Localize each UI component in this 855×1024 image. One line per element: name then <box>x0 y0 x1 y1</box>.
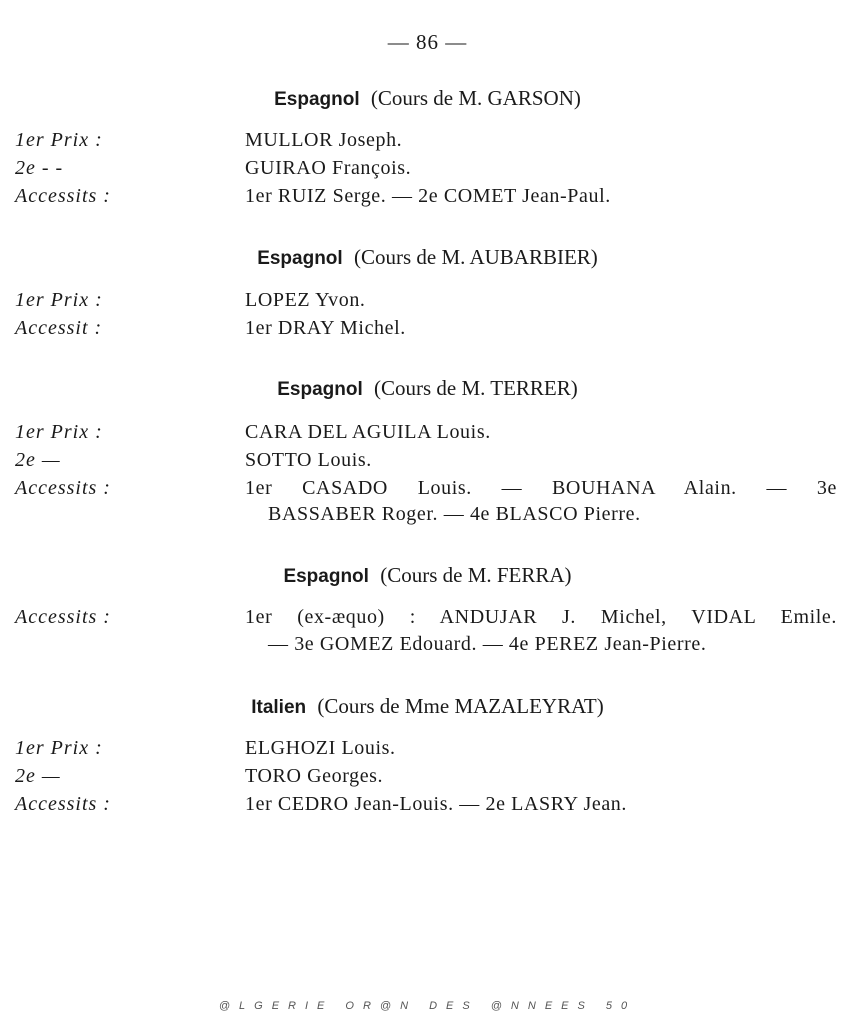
award-value: 1er CASADO Louis. — BOUHANA Alain. — 3e <box>245 477 837 499</box>
section-heading-mazaleyrat <box>0 694 855 719</box>
award-value: 1er RUIZ Serge. — 2e COMET Jean-Paul. <box>245 185 611 207</box>
award-label: Accessits : <box>15 477 111 499</box>
language-label: Italien <box>251 697 307 718</box>
award-row-continuation <box>0 503 855 531</box>
award-value: CARA DEL AGUILA Louis. <box>245 421 491 443</box>
course-label: (Cours de M. FERRA) <box>380 563 572 587</box>
award-row <box>0 793 855 821</box>
award-value: LOPEZ Yvon. <box>245 289 366 311</box>
award-label: 2e — <box>15 449 61 471</box>
award-row <box>0 185 855 213</box>
award-label: 2e — <box>15 765 61 787</box>
award-row <box>0 606 855 634</box>
section-heading-terrer <box>0 376 855 401</box>
award-row <box>0 737 855 765</box>
course-label: (Cours de M. TERRER) <box>373 376 578 400</box>
award-row <box>0 289 855 317</box>
language-label: Espagnol <box>257 248 343 269</box>
award-label: 2e - - <box>15 157 64 179</box>
course-label: (Cours de M. GARSON) <box>370 86 581 110</box>
award-row <box>0 157 855 185</box>
course-label: (Cours de Mme MAZALEYRAT) <box>317 694 604 718</box>
footer-watermark: @LGERIE OR@N DES @NNEES 50 <box>218 1000 637 1012</box>
award-label: 1er Prix : <box>15 129 103 151</box>
award-value: TORO Georges. <box>245 765 384 787</box>
award-label: Accessits : <box>15 793 111 815</box>
award-label: 1er Prix : <box>15 737 103 759</box>
award-value: 1er DRAY Michel. <box>245 317 406 339</box>
award-row <box>0 129 855 157</box>
award-value-continuation: — 3e GOMEZ Edouard. — 4e PEREZ Jean-Pierre. <box>268 633 707 655</box>
award-value-continuation: BASSABER Roger. — 4e BLASCO Pierre. <box>268 503 641 525</box>
award-row <box>0 477 855 505</box>
award-value: SOTTO Louis. <box>245 449 372 471</box>
award-value: MULLOR Joseph. <box>245 129 403 151</box>
award-label: Accessits : <box>15 185 111 207</box>
award-row-continuation <box>0 633 855 661</box>
award-row <box>0 449 855 477</box>
award-label: 1er Prix : <box>15 421 103 443</box>
award-label: Accessit : <box>15 317 103 339</box>
page-number: — 86 — <box>387 30 468 54</box>
award-label: 1er Prix : <box>15 289 103 311</box>
award-label: Accessits : <box>15 606 111 628</box>
award-row <box>0 421 855 449</box>
course-label: (Cours de M. AUBARBIER) <box>353 245 598 269</box>
language-label: Espagnol <box>277 379 363 400</box>
award-value: GUIRAO François. <box>245 157 412 179</box>
award-value: 1er (ex-æquo) : ANDUJAR J. Michel, VIDAL Emile. <box>245 606 837 628</box>
language-label: Espagnol <box>283 566 369 587</box>
award-row <box>0 317 855 345</box>
award-row <box>0 765 855 793</box>
section-heading-aubarbier <box>0 245 855 270</box>
award-value: 1er CEDRO Jean-Louis. — 2e LASRY Jean. <box>245 793 628 815</box>
section-heading-ferra <box>0 563 855 588</box>
language-label: Espagnol <box>274 89 360 110</box>
award-value: ELGHOZI Louis. <box>245 737 396 759</box>
section-heading-garson <box>0 86 855 111</box>
